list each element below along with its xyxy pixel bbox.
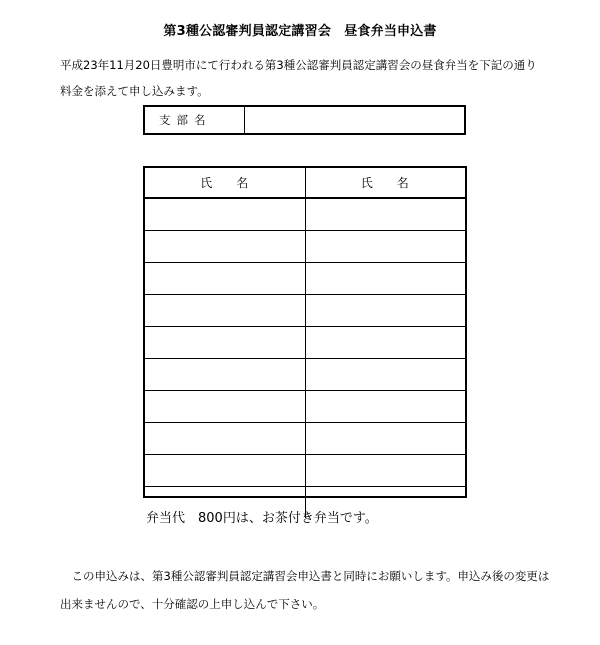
intro-line-2: 料金を添えて申し込みます。: [60, 84, 209, 98]
table-row: [145, 359, 465, 391]
notice-line-1: この申込みは、第3種公認審判員認定講習会申込書と同時にお願いします。申込み後の変更は: [60, 569, 550, 583]
name-cell[interactable]: [305, 327, 465, 359]
price-note: 弁当代 800円は、お茶付き弁当です。: [146, 511, 378, 526]
name-cell[interactable]: [145, 359, 305, 391]
table-row: [145, 231, 465, 263]
notice-line-2: 出来ませんので、十分確認の上申し込んで下さい。: [60, 597, 325, 611]
table-row: [145, 295, 465, 327]
branch-name-field[interactable]: [245, 107, 464, 133]
name-cell[interactable]: [305, 198, 465, 231]
table-row: [145, 327, 465, 359]
table-row: [145, 423, 465, 455]
name-cell[interactable]: [145, 263, 305, 295]
table-row: [145, 198, 465, 231]
name-cell[interactable]: [305, 263, 465, 295]
table-row: [145, 391, 465, 423]
branch-label: 支部名: [145, 107, 245, 133]
name-cell[interactable]: [145, 391, 305, 423]
name-cell[interactable]: [305, 231, 465, 263]
document-title: 第3種公認審判員認定講習会 昼食弁当申込書: [163, 24, 437, 39]
table-row: [145, 455, 465, 487]
name-cell[interactable]: [145, 198, 305, 231]
name-cell[interactable]: [145, 423, 305, 455]
name-cell[interactable]: [145, 327, 305, 359]
name-cell[interactable]: [145, 455, 305, 487]
name-column-header-left: 氏名: [145, 168, 305, 198]
name-column-header-right: 氏名: [305, 168, 465, 198]
name-cell[interactable]: [305, 455, 465, 487]
name-cell[interactable]: [305, 295, 465, 327]
intro-paragraph: [60, 52, 560, 104]
intro-line-1: 平成23年11月20日豊明市にて行われる第3種公認審判員認定講習会の昼食弁当を下記の通り: [60, 58, 537, 72]
name-cell[interactable]: [305, 423, 465, 455]
branch-table: [143, 105, 466, 135]
name-cell[interactable]: [305, 391, 465, 423]
notice-paragraph: [60, 562, 560, 618]
table-row: [145, 263, 465, 295]
name-cell[interactable]: [305, 359, 465, 391]
names-header-row: [145, 168, 465, 198]
name-cell[interactable]: [145, 231, 305, 263]
name-cell[interactable]: [145, 295, 305, 327]
names-table: [143, 166, 467, 498]
